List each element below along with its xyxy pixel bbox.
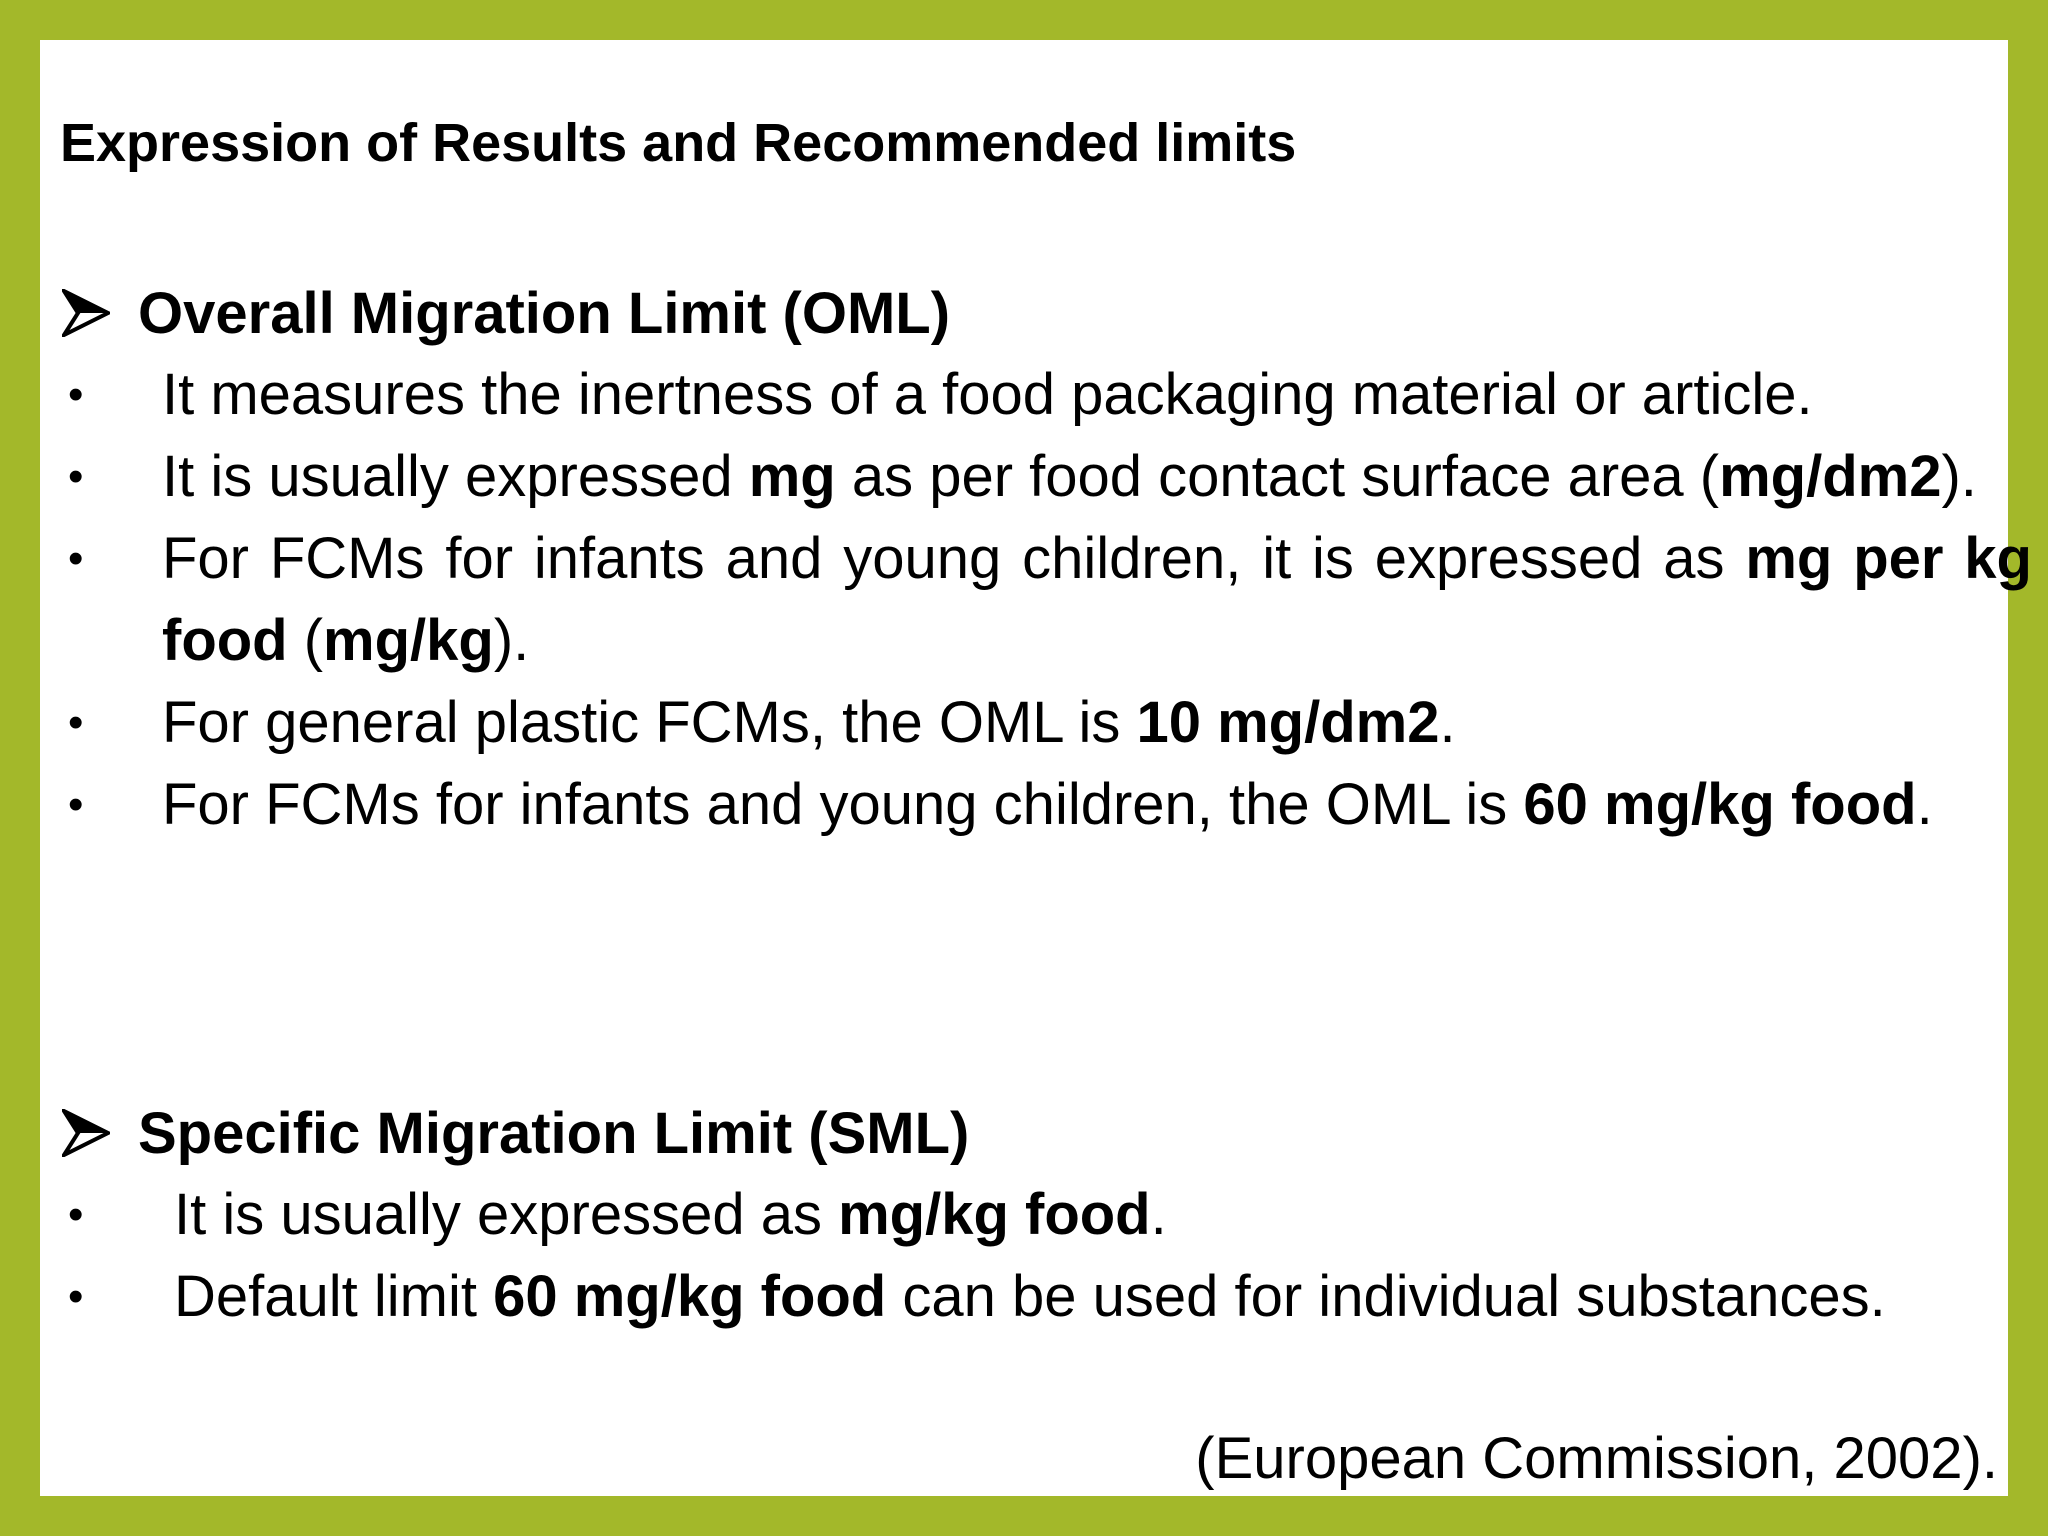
bullet-icon: • <box>68 370 84 419</box>
sml-heading-text: Specific Migration Limit (SML) <box>138 1100 970 1166</box>
oml-item-3-bold-unit-2: mg/kg <box>323 608 494 673</box>
oml-item-3-bold-unit: mg per kg food <box>162 526 2032 673</box>
oml-item-4-text-end: . <box>1439 690 1456 755</box>
oml-item-4-text: For general plastic FCMs, the OML is <box>162 690 1137 755</box>
sml-item-1 <box>62 1174 2012 1256</box>
oml-item-3-text-end: ). <box>493 608 530 673</box>
oml-item-5-text-end: . <box>1916 772 1933 837</box>
sml-heading <box>62 1092 2012 1174</box>
oml-item-3-text-cont: ( <box>287 608 324 673</box>
oml-item-5 <box>62 764 2012 846</box>
oml-item-3-text: For FCMs for infants and young children, it is expressed as <box>162 526 1746 591</box>
oml-item-2-text-end: ). <box>1941 444 1977 509</box>
oml-item-1 <box>62 354 2012 436</box>
sml-item-2-bold-value: 60 mg/kg food <box>493 1264 887 1329</box>
bullet-icon: • <box>68 452 84 501</box>
oml-section <box>62 272 2032 846</box>
oml-item-4-bold-value: 10 mg/dm2 <box>1136 690 1440 755</box>
oml-item-2-text: It is usually expressed <box>162 444 749 509</box>
sml-item-2-text: Default limit <box>174 1264 494 1329</box>
oml-item-2 <box>62 436 2012 518</box>
bullet-icon: • <box>68 1272 84 1321</box>
bullet-icon: • <box>68 698 84 747</box>
sml-item-2 <box>62 1256 2012 1338</box>
arrowhead-bullet-icon <box>62 289 118 337</box>
sml-item-1-text-end: . <box>1150 1182 1167 1247</box>
bullet-icon: • <box>68 534 84 583</box>
sml-section <box>62 1092 2012 1338</box>
bullet-icon: • <box>68 1190 84 1239</box>
sml-item-2-text-end: can be used for individual substances. <box>886 1264 1886 1329</box>
oml-item-2-bold-unit-2: mg/dm2 <box>1719 444 1942 509</box>
oml-item-3 <box>62 518 2032 682</box>
oml-item-4 <box>62 682 2012 764</box>
oml-heading-text: Overall Migration Limit (OML) <box>138 280 951 346</box>
sml-item-1-bold-unit: mg/kg food <box>838 1182 1151 1247</box>
slide-title: Expression of Results and Recommended limits <box>60 113 1297 173</box>
oml-heading <box>62 272 2012 354</box>
sml-item-1-text: It is usually expressed as <box>174 1182 839 1247</box>
oml-item-1-text: It measures the inertness of a food packaging material or article. <box>162 362 1813 427</box>
oml-item-2-bold-unit: mg <box>748 444 836 509</box>
oml-item-2-text-cont: as per food contact surface area ( <box>835 444 1720 509</box>
bullet-icon: • <box>68 780 84 829</box>
arrowhead-bullet-icon <box>62 1109 118 1157</box>
oml-item-5-bold-value: 60 mg/kg food <box>1523 772 1917 837</box>
slide <box>40 40 2032 1496</box>
citation: (European Commission, 2002). <box>1195 1426 1998 1491</box>
oml-item-5-text: For FCMs for infants and young children, the OML is <box>162 772 1524 837</box>
